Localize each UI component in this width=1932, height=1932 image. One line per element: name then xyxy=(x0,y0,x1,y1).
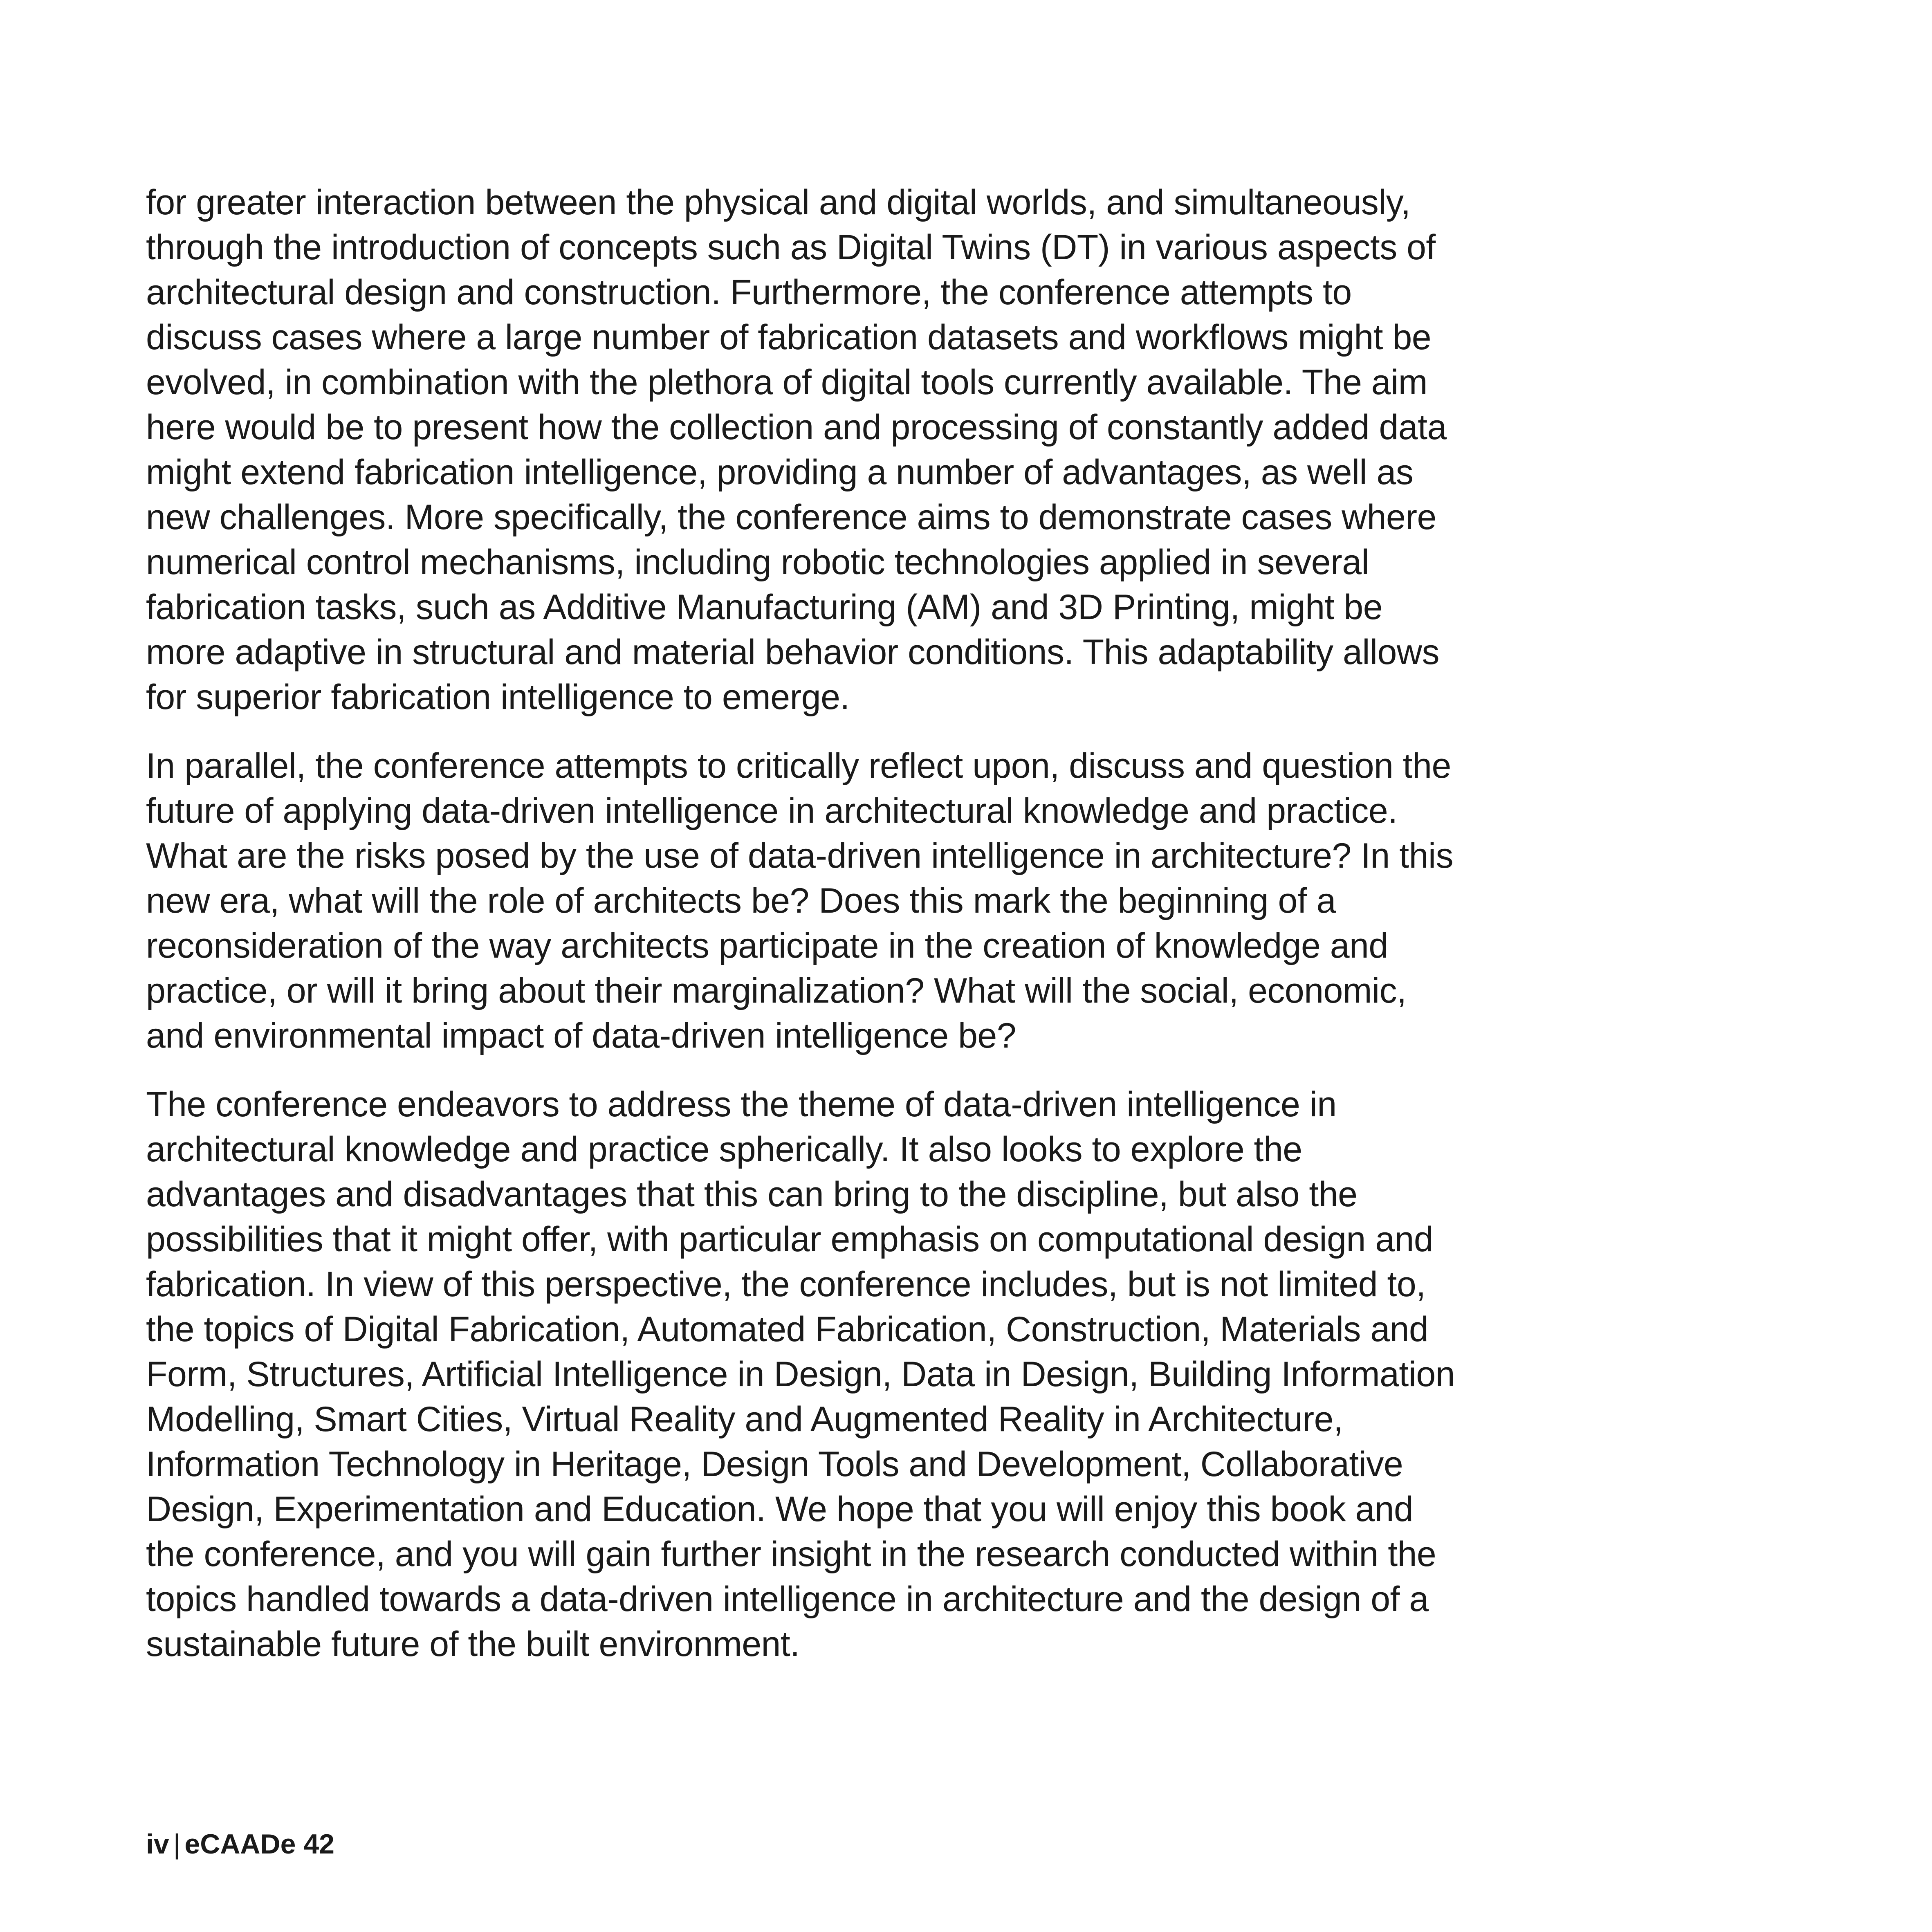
publication-name: eCAADe 42 xyxy=(184,1829,334,1860)
paragraph-2: In parallel, the conference attempts to critically reflect upon, discuss and question the future of applying data-driven intelligence in architectural knowledge and practice. What are the risks posed by the use of data-driven intelligence in architecture? In this new era, what will the role of architects be? Does this mark the beginning of a reconsideration of the way architects participate in the creation of knowledge and practice, or will it bring about their marginalization? What will the social, economic, and environmental impact of data-driven intelligence be? xyxy=(146,746,1454,1055)
body-text xyxy=(146,180,1467,1690)
page-footer xyxy=(146,1826,334,1862)
page-number: iv xyxy=(146,1829,169,1860)
paragraph-1: for greater interaction between the physical and digital worlds, and simultaneously, through the introduction of concepts such as Digital Twins (DT) in various aspects of architectural design and construction. Furthermore, the conference attempts to discuss cases where a large number of fabrication datasets and workflows might be evolved, in combination with the plethora of digital tools currently available. The aim here would be to present how the collection and processing of constantly added data might extend fabrication intelligence, providing a number of advantages, as well as new challenges. More specifically, the conference aims to demonstrate cases where numerical control mechanisms, including robotic technologies applied in several fabrication tasks, such as Additive Manufacturing (AM) and 3D Printing, might be more adaptive in structural and material behavior conditions. This adaptability allows for superior fabrication intelligence to emerge. xyxy=(146,183,1447,717)
paragraph-3: The conference endeavors to address the theme of data-driven intelligence in architectural knowledge and practice spherically. It also looks to explore the advantages and disadvantages that this can bring to the discipline, but also the possibilities that it might offer, with particular emphasis on computational design and fabrication. In view of this perspective, the conference includes, but is not limited to, the topics of Digital Fabrication, Automated Fabrication, Construction, Materials and Form, Structures, Artificial Intelligence in Design, Data in Design, Building Information Modelling, Smart Cities, Virtual Reality and Augmented Reality in Architecture, Information Technology in Heritage, Design Tools and Development, Collaborative Design, Experimentation and Education. We hope that you will enjoy this book and the conference, and you will gain further insight in the research conducted within the topics handled towards a data-driven intelligence in architecture and the design of a sustainable future of the built environment. xyxy=(146,1085,1455,1664)
footer-separator: | xyxy=(173,1829,181,1860)
